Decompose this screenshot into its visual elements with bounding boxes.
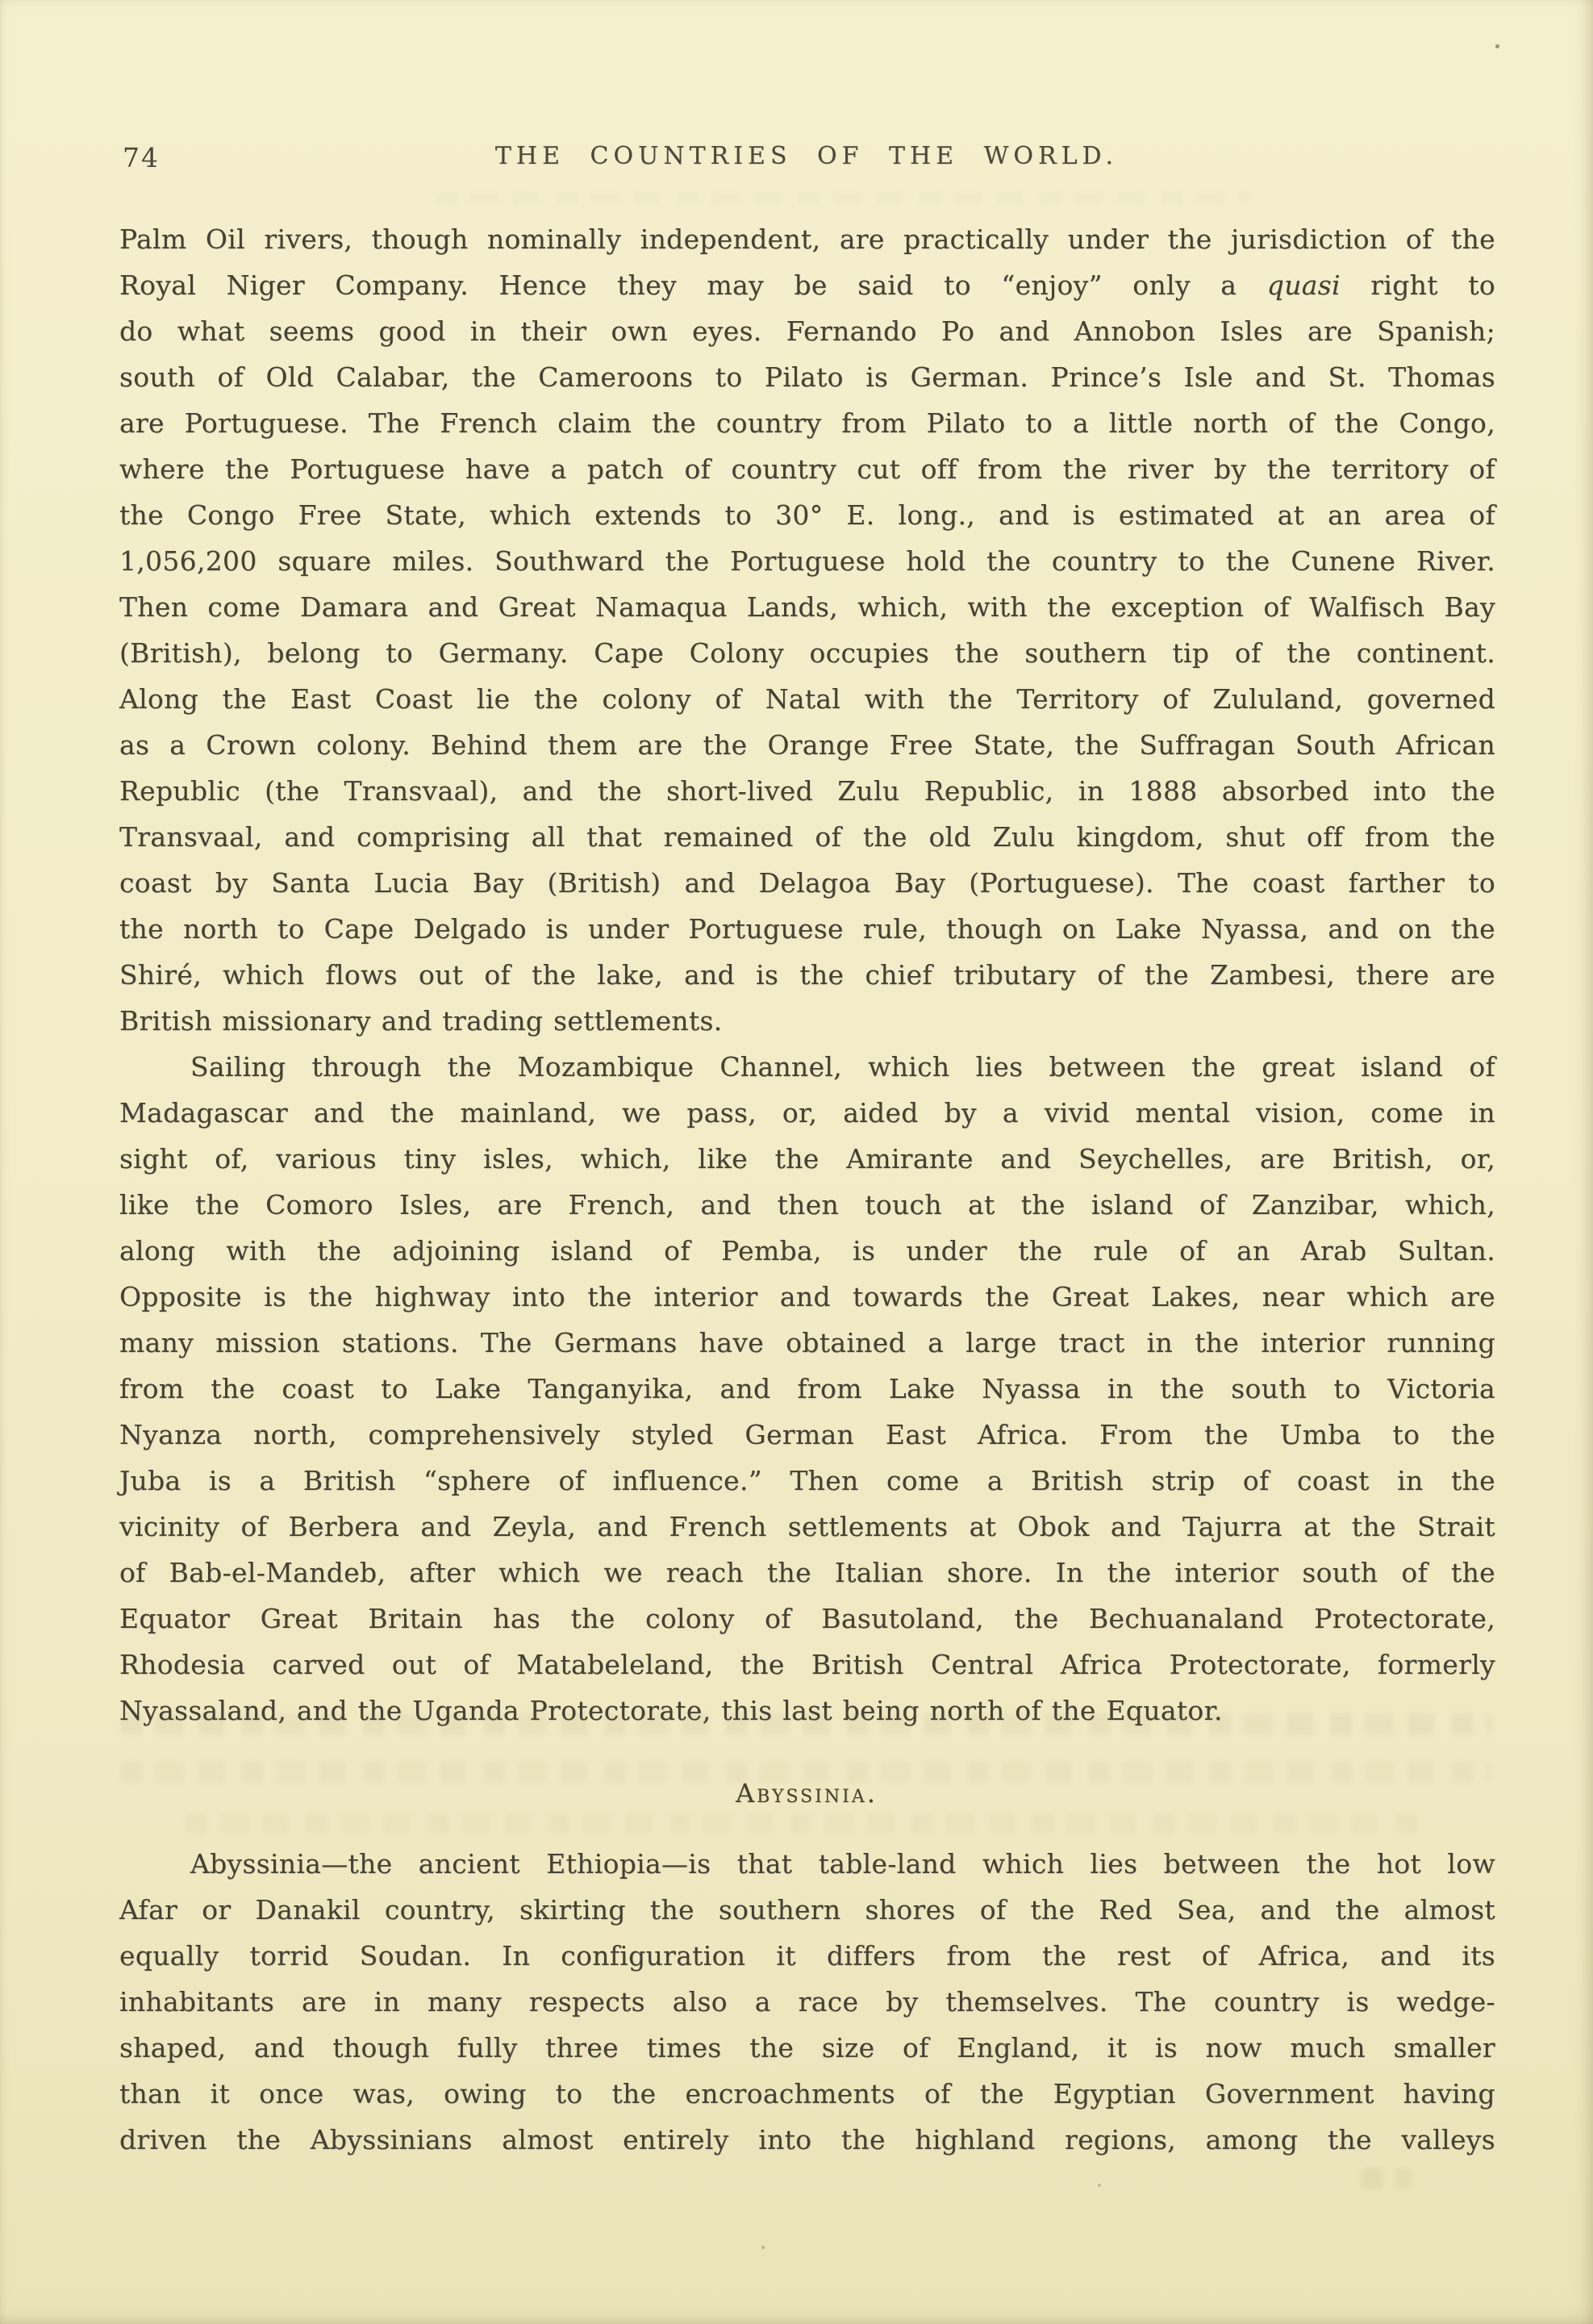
running-title: THE COUNTRIES OF THE WORLD. xyxy=(494,142,1119,170)
text-line: Opposite is the highway into the interior and towards the Great Lakes, near which are xyxy=(119,1281,1495,1312)
text-line: from the coast to Lake Tanganyika, and from Lake Nyassa in the south to Victoria xyxy=(119,1373,1495,1404)
text-line: Then come Damara and Great Namaqua Lands, which, with the exception of Walfisch Bay xyxy=(119,591,1495,623)
text-line: Rhodesia carved out of Matabeleland, the British Central Africa Protectorate, formerly xyxy=(119,1649,1495,1680)
text-line: of Bab-el-Mandeb, after which we reach the Italian shore. In the interior south of the xyxy=(119,1557,1495,1588)
body-text-lower xyxy=(119,1841,1495,2163)
text-line: Equator Great Britain has the colony of Basutoland, the Bechuanaland Protectorate, xyxy=(119,1603,1495,1634)
text-line: many mission stations. The Germans have obtained a large tract in the interior running xyxy=(119,1327,1495,1358)
text-line: vicinity of Berbera and Zeyla, and French settlements at Obok and Tajurra at the Strait xyxy=(119,1511,1495,1542)
text-line: Madagascar and the mainland, we pass, or, aided by a vivid mental vision, come in xyxy=(119,1097,1495,1129)
paper-speck xyxy=(761,2246,765,2249)
show-through-ghost xyxy=(436,192,1250,205)
text-line: the north to Cape Delgado is under Portuguese rule, though on Lake Nyassa, and on the xyxy=(119,913,1495,945)
text-line: (British), belong to Germany. Cape Colony occupies the southern tip of the continent. xyxy=(119,637,1495,669)
text-line: Shiré, which flows out of the lake, and is the chief tributary of the Zambesi, there are xyxy=(119,959,1495,991)
text-line: Abyssinia—the ancient Ethiopia—is that table-land which lies between the hot low xyxy=(190,1848,1495,1880)
text-line: south of Old Calabar, the Cameroons to Pilato is German. Prince’s Isle and St. Thomas xyxy=(119,361,1495,393)
text-line: Juba is a British “sphere of influence.” Then come a British strip of coast in the xyxy=(119,1465,1495,1496)
text-line: Afar or Danakil country, skirting the southern shores of the Red Sea, and the almost xyxy=(119,1894,1495,1926)
text-line: shaped, and though fully three times the size of England, it is now much smaller xyxy=(119,2032,1495,2063)
show-through-ghost xyxy=(186,1813,1420,1833)
text-line: Republic (the Transvaal), and the short-lived Zulu Republic, in 1888 absorbed into the xyxy=(119,775,1495,807)
paper-speck xyxy=(1098,2184,1101,2187)
paragraph xyxy=(119,1841,1495,2163)
show-through-ghost xyxy=(1362,2168,1412,2189)
text-line: along with the adjoining island of Pemba, is under the rule of an Arab Sultan. xyxy=(119,1235,1495,1266)
text-line: Sailing through the Mozambique Channel, which lies between the great island of xyxy=(190,1051,1495,1083)
text-line: where the Portuguese have a patch of country cut off from the river by the territory of xyxy=(119,453,1495,485)
text-line: sight of, various tiny isles, which, like the Amirante and Seychelles, are British, or, xyxy=(119,1143,1495,1175)
text-line: Palm Oil rivers, though nominally independent, are practically under the jurisdiction of the xyxy=(119,223,1495,255)
text-line: than it once was, owing to the encroachments of the Egyptian Government having xyxy=(119,2078,1495,2109)
text-line: 1,056,200 square miles. Southward the Portuguese hold the country to the Cunene River. xyxy=(119,545,1495,577)
running-head xyxy=(119,142,1494,177)
text-line: British missionary and trading settlements. xyxy=(119,1005,723,1037)
text-line: as a Crown colony. Behind them are the Orange Free State, the Suffragan South African xyxy=(119,729,1495,761)
body-text-upper xyxy=(119,216,1495,1734)
text-line: equally torrid Soudan. In configuration it differs from the rest of Africa, and its xyxy=(119,1940,1495,1971)
paragraph xyxy=(119,216,1495,1044)
paper-speck xyxy=(1495,44,1499,48)
text-line: Nyassaland, and the Uganda Protectorate, this last being north of the Equator. xyxy=(119,1695,1223,1726)
text-line: are Portuguese. The French claim the country from Pilato to a little north of the Congo, xyxy=(119,407,1495,439)
text-line: like the Comoro Isles, are French, and then touch at the island of Zanzibar, which, xyxy=(119,1189,1495,1220)
text-line: Nyanza north, comprehensively styled German East Africa. From the Umba to the xyxy=(119,1419,1495,1450)
text-line: inhabitants are in many respects also a race by themselves. The country is wedge- xyxy=(119,1986,1495,2017)
section-heading: Abyssinia. xyxy=(736,1778,878,1809)
page-number: 74 xyxy=(123,142,160,173)
text-line: the Congo Free State, which extends to 30° E. long., and is estimated at an area of xyxy=(119,499,1495,531)
text-line: Along the East Coast lie the colony of Natal with the Territory of Zululand, governed xyxy=(119,683,1495,715)
text-line: Royal Niger Company. Hence they may be said to “enjoy” only a quasi right to xyxy=(119,269,1495,301)
text-line: coast by Santa Lucia Bay (British) and Delagoa Bay (Portuguese). The coast farther to xyxy=(119,867,1495,899)
paragraph xyxy=(119,1044,1495,1734)
text-line: do what seems good in their own eyes. Fernando Po and Annobon Isles are Spanish; xyxy=(119,315,1495,347)
text-line: Transvaal, and comprising all that remained of the old Zulu kingdom, shut off from the xyxy=(119,821,1495,853)
text-line: driven the Abyssinians almost entirely into the highland regions, among the valleys xyxy=(119,2124,1495,2155)
